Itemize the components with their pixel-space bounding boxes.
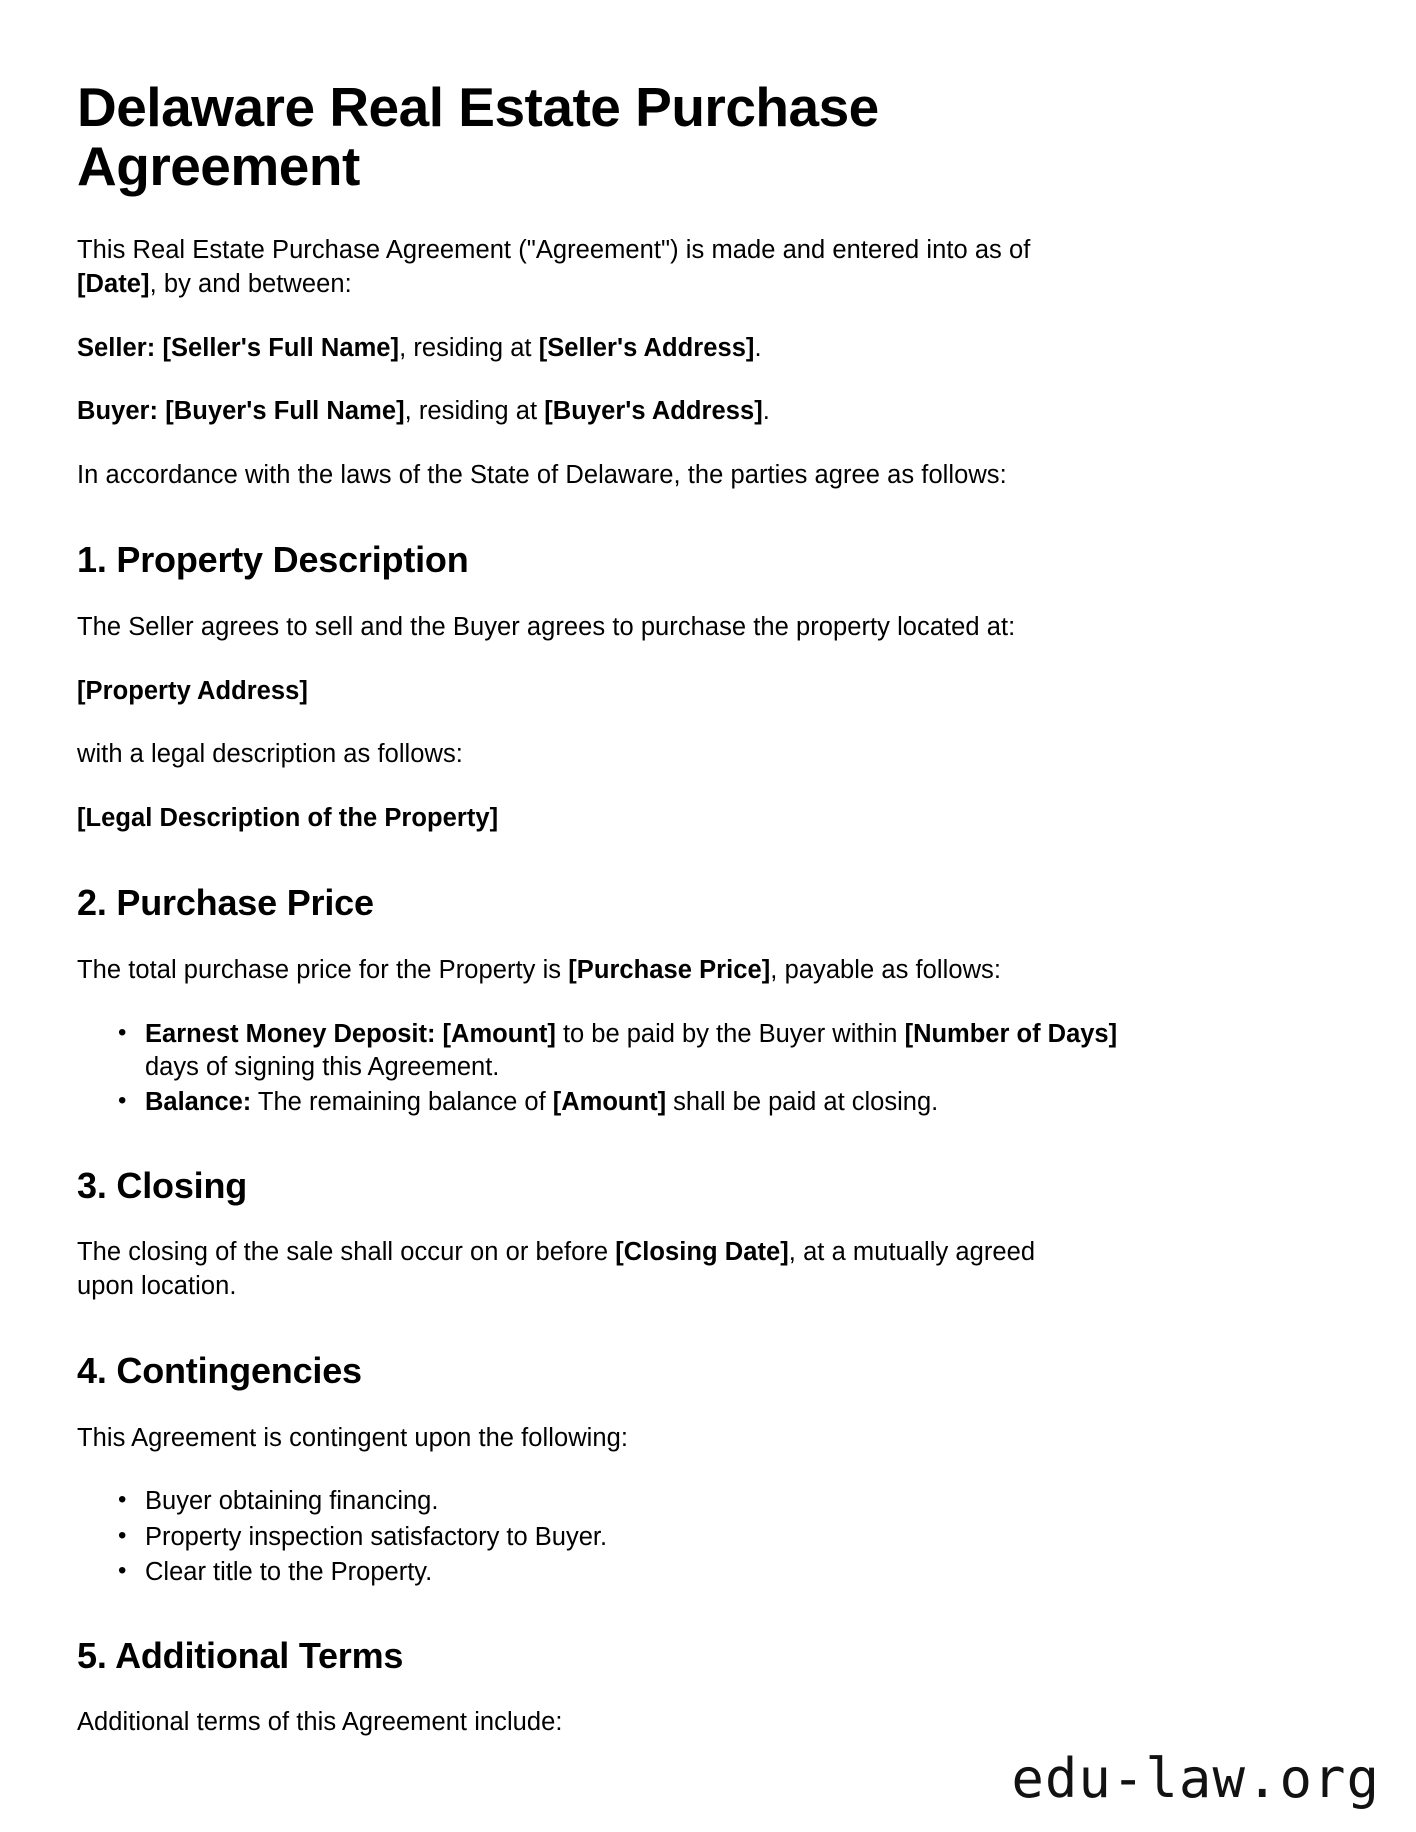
placeholder-seller-address: [Seller's Address] [538, 333, 755, 362]
closing-post: , at a mutually agreed upon location. [77, 1238, 1036, 1301]
list-item: • Property inspection satisfactory to Buyer. [145, 1521, 1145, 1554]
purchase-price-pre: The total purchase price for the Property is [77, 955, 569, 984]
balance-text-1: The remaining balance of [251, 1087, 553, 1116]
list-item [145, 1018, 1145, 1084]
placeholder-closing-date: [Closing Date] [615, 1238, 789, 1267]
purchase-price-bullet-list [77, 1018, 1145, 1119]
balance-label: Balance: [145, 1087, 252, 1116]
placeholder-property-address: [Property Address] [77, 676, 308, 705]
seller-name-label: Seller: [Seller's Full Name] [77, 333, 400, 362]
closing-paragraph [77, 1236, 1077, 1304]
section-heading-purchase-price: 2. Purchase Price [77, 882, 374, 924]
additional-terms-intro: Additional terms of this Agreement include: [77, 1708, 563, 1737]
buyer-paragraph [77, 395, 1077, 429]
section-heading-contingencies: 4. Contingencies [77, 1350, 362, 1392]
property-description-intro: The Seller agrees to sell and the Buyer agrees to purchase the property located at: [77, 612, 1016, 641]
purchase-price-post: , payable as follows: [770, 955, 1001, 984]
seller-paragraph [77, 332, 1077, 366]
seller-period: . [754, 333, 762, 362]
list-item [145, 1086, 1145, 1119]
legal-description-intro: with a legal description as follows: [77, 740, 463, 769]
earnest-money-text-2: days of signing this Agreement. [145, 1052, 500, 1081]
closing-pre: The closing of the sale shall occur on or before [77, 1238, 616, 1267]
intro-paragraph [77, 234, 1077, 302]
balance-text-2: shall be paid at closing. [666, 1087, 939, 1116]
placeholder-purchase-price: [Purchase Price] [568, 955, 771, 984]
contingencies-bullet-list [77, 1485, 1145, 1588]
placeholder-buyer-address: [Buyer's Address] [544, 397, 763, 426]
accordance-paragraph: In accordance with the laws of the State of Delaware, the parties agree as follows: [77, 461, 1007, 490]
page-title: Delaware Real Estate Purchase Agreement [77, 76, 879, 197]
contingencies-intro: This Agreement is contingent upon the following: [77, 1423, 628, 1452]
seller-residing-text: , residing at [399, 333, 539, 362]
placeholder-number-of-days: [Number of Days] [904, 1019, 1118, 1048]
purchase-price-paragraph [77, 954, 1077, 988]
section-heading-property-description: 1. Property Description [77, 539, 469, 581]
list-item: • Buyer obtaining financing. [145, 1485, 1145, 1518]
placeholder-date: [Date] [77, 269, 150, 298]
intro-lead-post: , by and between: [149, 269, 352, 298]
buyer-residing-text: , residing at [404, 397, 545, 426]
list-item: • Clear title to the Property. [145, 1556, 1145, 1589]
buyer-name-label: Buyer: [Buyer's Full Name] [77, 397, 405, 426]
section-heading-additional-terms: 5. Additional Terms [77, 1634, 404, 1676]
placeholder-legal-description: [Legal Description of the Property] [77, 804, 499, 833]
section-heading-closing: 3. Closing [77, 1164, 248, 1206]
buyer-period: . [762, 397, 770, 426]
site-watermark: edu-law.org [1011, 1747, 1380, 1810]
earnest-money-text-1: to be paid by the Buyer within [555, 1019, 905, 1048]
intro-lead-pre: This Real Estate Purchase Agreement ("Agreement") is made and entered into as of [77, 235, 1031, 264]
placeholder-balance-amount: [Amount] [552, 1087, 667, 1116]
earnest-money-label: Earnest Money Deposit: [Amount] [145, 1019, 556, 1048]
